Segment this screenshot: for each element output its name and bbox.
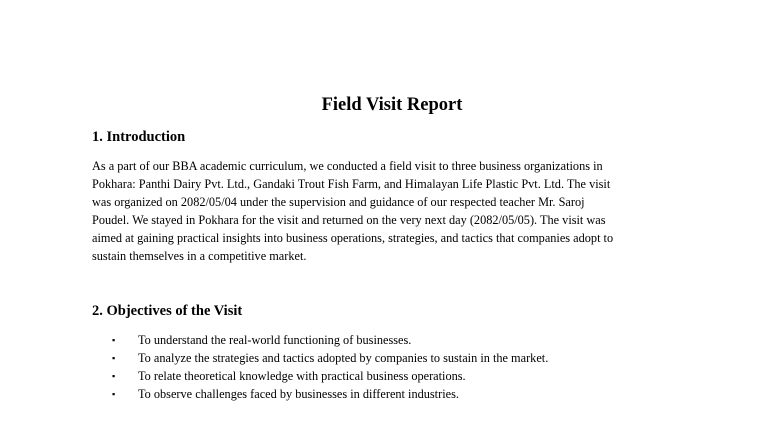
list-item-text: To observe challenges faced by businesses in different industries.: [138, 387, 459, 401]
square-bullet-icon: ▪: [112, 353, 116, 363]
list-item-text: To analyze the strategies and tactics adopted by companies to sustain in the market.: [138, 351, 549, 365]
section-heading-objectives: 2. Objectives of the Visit: [92, 303, 243, 319]
list-item: [112, 385, 548, 403]
list-item: [112, 367, 548, 385]
document-title: Field Visit Report: [321, 95, 463, 115]
square-bullet-icon: ▪: [112, 335, 116, 345]
list-item: [112, 331, 548, 349]
paragraph-line: sustain themselves in a competitive market.: [92, 249, 307, 263]
list-item-text: To understand the real-world functioning of businesses.: [138, 333, 412, 347]
objectives-list: [112, 331, 548, 403]
paragraph-line: aimed at gaining practical insights into business operations, strategies, and tactics that companies adopt to: [92, 231, 614, 245]
list-item-text: To relate theoretical knowledge with practical business operations.: [138, 369, 466, 383]
paragraph-line: As a part of our BBA academic curriculum, we conducted a field visit to three business organizations in: [92, 159, 603, 173]
square-bullet-icon: ▪: [112, 371, 116, 381]
square-bullet-icon: ▪: [112, 389, 116, 399]
introduction-paragraph: [92, 157, 702, 265]
paragraph-line: Poudel. We stayed in Pokhara for the visit and returned on the very next day (2082/05/05). The visit was: [92, 213, 606, 227]
section-heading-introduction: 1. Introduction: [92, 129, 186, 145]
paragraph-line: Pokhara: Panthi Dairy Pvt. Ltd., Gandaki Trout Fish Farm, and Himalayan Life Plastic Pvt. Ltd. The visit: [92, 177, 611, 191]
paragraph-line: was organized on 2082/05/04 under the supervision and guidance of our respected teacher Mr. Saroj: [92, 195, 585, 209]
list-item: [112, 349, 548, 367]
